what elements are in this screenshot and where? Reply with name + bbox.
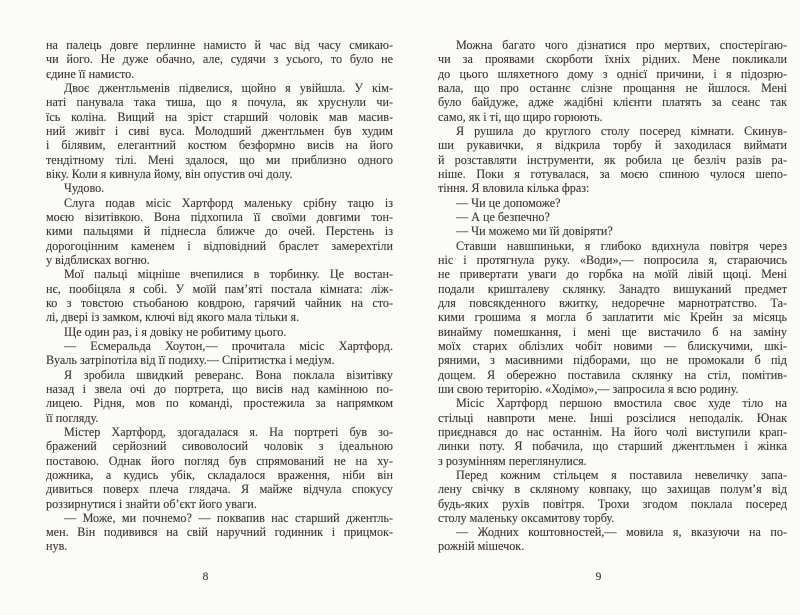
- text-line: у відблисках вогню.: [46, 252, 150, 267]
- text-line: Я зробила швидкий реверанс. Вона поклала візитівку: [64, 367, 393, 382]
- text-line: бражений серйозний сивоволосий чоловік з ідеальною: [46, 439, 393, 454]
- text-line: з розумінням переглянулися.: [438, 453, 587, 468]
- paragraph: [438, 38, 787, 124]
- text-line: дощем. Я обережно поставила склянку на стіл, помітив-: [438, 367, 787, 382]
- text-line: віку. Коли я кивнула йому, він опустив очі долу.: [46, 166, 293, 181]
- text-line: ряними, з масивними підборами, що не промокали б під: [438, 353, 787, 368]
- text-line: поставою. Однак його погляд був спрямований не на ху-: [46, 453, 393, 468]
- text-line: чи його. Не дуже обачно, але, судячи з усього, то було не: [46, 52, 393, 67]
- text-line: — Чи можемо ми їй довіряти?: [456, 224, 613, 239]
- text-line: — Есмеральда Хоутон,— прочитала місіс Хартфорд.: [64, 338, 393, 353]
- page-right-text-block: [438, 38, 787, 554]
- text-line: Вуаль затріпотіла від її подиху.— Спіритистка і медіум.: [46, 353, 335, 368]
- paragraph: [46, 196, 393, 268]
- text-line: лі, двері із замком, ключі від якого мала тільки я.: [46, 310, 300, 325]
- text-line: ний живіт і сиві вуса. Молодший джентльмен був худим: [46, 123, 393, 138]
- text-line: її погляду.: [46, 410, 99, 425]
- text-line: єдине її намисто.: [46, 66, 135, 81]
- text-line: кими пальцями й піднесла ближче до очей. Перстень із: [46, 224, 393, 239]
- text-line: винайму помешкання, і мені ще вистачило б на заміну: [438, 324, 787, 339]
- text-line: само, як і ті, що щиро горюють.: [438, 109, 603, 124]
- paragraph: [438, 210, 787, 224]
- text-line: Можна багато чого дізнатися про мертвих, спостерігаю-: [456, 38, 787, 52]
- paragraph: [46, 325, 393, 339]
- text-line: кими грошима я могла б заплатити міс Крейн за місяць: [438, 310, 787, 325]
- paragraph: [438, 525, 787, 554]
- paragraph: [46, 368, 393, 425]
- text-line: Мої пальці міцніше вчепилися в торбинку. Це востан-: [64, 267, 393, 282]
- text-line: ши рукавички, я відкрила торбу й заходилася виймати: [438, 138, 787, 153]
- text-line: нув.: [46, 539, 68, 554]
- text-line: дорогоцінним каменем і відповідний браслет замерехтіли: [46, 238, 393, 253]
- text-line: рожній мішечок.: [438, 539, 525, 554]
- page-left-text-block: [46, 38, 393, 554]
- text-line: їсь коліна. Вищий на зріст старший чоловік мав масив-: [46, 109, 393, 124]
- text-line: й розставляти інструменти, як робила це безліч разів ра-: [438, 152, 787, 167]
- paragraph: [438, 396, 787, 468]
- text-line: роззирнутися і знайти об’єкт його уваги.: [46, 496, 257, 511]
- text-line: лену свічку в скляному ковпаку, що захищав полум’я від: [438, 482, 787, 497]
- text-line: Місіс Хартфорд першою вмостила своє худе тіло на: [456, 396, 787, 411]
- text-line: Перед кожним стільцем я поставила невеличку запа-: [456, 467, 787, 482]
- text-line: чи за проявами скорботи їхніх рідних. Мене покликали: [438, 52, 787, 67]
- text-line: Двоє джентльменів підвелися, щойно я увійшла. У кім-: [64, 80, 393, 95]
- text-line: Чудово.: [64, 181, 105, 196]
- text-line: для повсякденного вжитку, недоречне марнотратство. Та-: [438, 295, 787, 310]
- text-line: ніс і протягнула руку. «Води»,— попросила я, стараючись: [438, 252, 787, 267]
- paragraph: [438, 239, 787, 397]
- text-line: вала, що про останнє слізне прощання не йшлося. Мені: [438, 80, 787, 95]
- text-line: — А це безпечно?: [456, 209, 550, 224]
- text-line: і білявим, елегантний костюм безформно висів на його: [46, 138, 393, 153]
- page-right: [438, 38, 787, 608]
- text-line: столу маленьку оксамитову торбу.: [438, 510, 615, 525]
- text-line: дивиться поверх плеча глядача. Я майже відчула спокусу: [46, 482, 393, 497]
- paragraph: [46, 425, 393, 511]
- text-line: на палець довге перлинне намисто й час від часу смикаю-: [46, 38, 393, 52]
- page-left: [46, 38, 393, 608]
- text-line: нє, пообіцяла я собі. У моїй пам’яті постала кімната: ліж-: [46, 281, 393, 296]
- text-line: Містер Хартфорд, здогадалася я. На портреті був зо-: [64, 424, 393, 439]
- text-line: ши свою територію. «Ходімо»,— запросила я всю родину.: [438, 381, 739, 396]
- text-line: було байдуже, адже жадібні клієнти платять за сеанс так: [438, 95, 787, 110]
- text-line: ніше. Поки я готувалася, за моєю спиною чулося шепо-: [438, 166, 787, 181]
- text-line: тендітному тілі. Мені здалося, що ми приблизно одного: [46, 152, 393, 167]
- page-number-right: 9: [595, 571, 602, 583]
- text-line: — Чи це допоможе?: [456, 195, 561, 210]
- paragraph: [438, 196, 787, 210]
- paragraph: [438, 224, 787, 238]
- text-line: подали кришталеву склянку. Занадто вишуканий предмет: [438, 281, 787, 296]
- text-line: наті панувала така тиша, що я почула, як хруснули чи-: [46, 95, 393, 110]
- text-line: Я рушила до круглого столу посеред кімнати. Скинув-: [456, 123, 787, 138]
- text-line: назад і звела очі до портрета, що висів над камінною по-: [46, 381, 393, 396]
- text-line: мен. Він подивився на свій наручний годинник і прицмок-: [46, 525, 393, 540]
- paragraph: [438, 124, 787, 196]
- text-line: дожника, а кудись убік, складалося враження, ніби він: [46, 467, 393, 482]
- text-line: не привертати уваги до горбка на моїй лівій щоці. Мені: [438, 267, 787, 282]
- text-line: Ставши навшпиньки, я глибоко вдихнула повітря через: [456, 238, 787, 253]
- text-line: стільці навпроти мене. Інші розсілися неподалік. Юнак: [438, 410, 787, 425]
- text-line: Ще один раз, і я довіку не робитиму цього.: [64, 324, 287, 339]
- text-line: приєднався до нас останнім. На його чолі виступили крап-: [438, 424, 787, 439]
- text-line: моїх старих облізлих чобіт новими — блискучими, шкі-: [438, 338, 787, 353]
- text-line: линки поту. Я побачила, що старший джентльмен і жінка: [438, 439, 787, 454]
- text-line: ко з товстою стьобаною ковдрою, гарячий чайник на сто-: [46, 295, 393, 310]
- text-line: лицею. Рідня, мов по команді, простежила за напрямком: [46, 396, 393, 411]
- paragraph: [46, 511, 393, 554]
- text-line: тіння. Я вловила кілька фраз:: [438, 181, 590, 196]
- paragraph: [46, 81, 393, 181]
- text-line: Слуга подав місіс Хартфорд маленьку срібну тацю із: [64, 195, 393, 210]
- text-line: моєю візитівкою. Вона підхопила її своїми довгими тон-: [46, 209, 393, 224]
- paragraph: [46, 267, 393, 324]
- text-line: — Жодних коштовностей,— мовила я, вказуючи на по-: [456, 525, 787, 540]
- paragraph: [438, 468, 787, 525]
- paragraph: [46, 38, 393, 81]
- text-line: будь-яких рухів повітря. Трохи згодом поклала посеред: [438, 496, 787, 511]
- text-line: до цього шляхетного дому з однієї причини, і я підозрю-: [438, 66, 787, 81]
- page-number-left: 8: [202, 571, 209, 583]
- text-line: — Може, ми почнемо? — поквапив нас старший джентль-: [64, 510, 393, 525]
- paragraph: [46, 339, 393, 368]
- paragraph: [46, 181, 393, 195]
